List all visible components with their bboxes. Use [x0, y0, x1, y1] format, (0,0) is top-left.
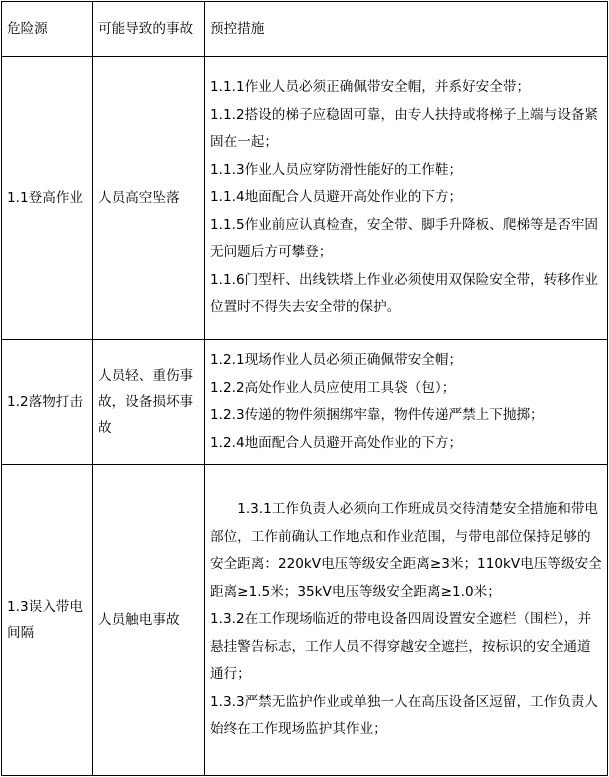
accident-cell: 人员轻、重伤事故，设备损坏事故: [93, 340, 205, 465]
measure-item: 1.3.1工作负责人必须向工作班成员交待清楚安全措施和带电部位，工作前确认工作地点和作业范围，与带电部位保持足够的安全距离：220kV电压等级安全距离≥3米；110kV电压等级安全距离≥1.5米；35kV电压等级安全距离≥1.0米；: [210, 501, 602, 600]
measure-item: 1.3.3严禁无监护作业或单独一人在高压设备区逗留，工作负责人始终在工作现场监护其作业；: [210, 693, 599, 738]
table-row: [2, 57, 608, 340]
table-header-row: [2, 2, 608, 57]
hazard-cell: 1.3误入带电间隔: [2, 465, 93, 776]
measures-cell: [205, 340, 608, 465]
measure-item: 1.3.2在工作现场临近的带电设备四周设置安全遮栏（围栏），并悬挂警告标志，工作人员不得穿越安全遮拦，按标识的安全通道通行；: [210, 611, 592, 683]
risk-control-table: [1, 1, 608, 776]
header-accident: 可能导致的事故: [93, 2, 205, 57]
measure-item: 1.2.4地面配合人员避开高处作业的下方；: [210, 434, 463, 451]
accident-cell: 人员触电事故: [93, 465, 205, 776]
measure-item: 1.1.1作业人员必须正确佩带安全帽，并系好安全带；: [210, 79, 531, 96]
measure-item: 1.1.3作业人员应穿防滑性能好的工作鞋；: [210, 161, 463, 178]
header-measures: 预控措施: [205, 2, 608, 57]
table-row: [2, 465, 608, 776]
table-row: [2, 340, 608, 465]
measures-cell: [205, 57, 608, 340]
measures-cell: [205, 465, 608, 776]
measure-item: 1.2.1现场作业人员必须正确佩带安全帽；: [210, 352, 463, 368]
hazard-cell: 1.2落物打击: [2, 340, 93, 465]
measure-item: 1.2.3传递的物件须捆绑牢靠，物件传递严禁上下抛掷；: [210, 407, 544, 423]
measure-item: 1.1.6门型杆、出线铁塔上作业必须使用双保险安全带，转移作业位置时不得失去安全带的保护。: [210, 271, 599, 316]
measure-item: 1.2.2高处作业人员应使用工具袋（包）；: [210, 379, 456, 396]
hazard-cell: 1.1登高作业: [2, 57, 93, 340]
measure-item: 1.1.4地面配合人员避开高处作业的下方；: [210, 189, 463, 206]
accident-cell: 人员高空坠落: [93, 57, 205, 340]
measure-item: 1.1.2搭设的梯子应稳固可靠，由专人扶持或将梯子上端与设备紧固在一起；: [210, 106, 599, 151]
header-hazard: 危险源: [2, 2, 93, 57]
measure-item: 1.1.5作业前应认真检查，安全带、脚手升降板、爬梯等是否牢固无问题后方可攀登；: [210, 216, 599, 261]
